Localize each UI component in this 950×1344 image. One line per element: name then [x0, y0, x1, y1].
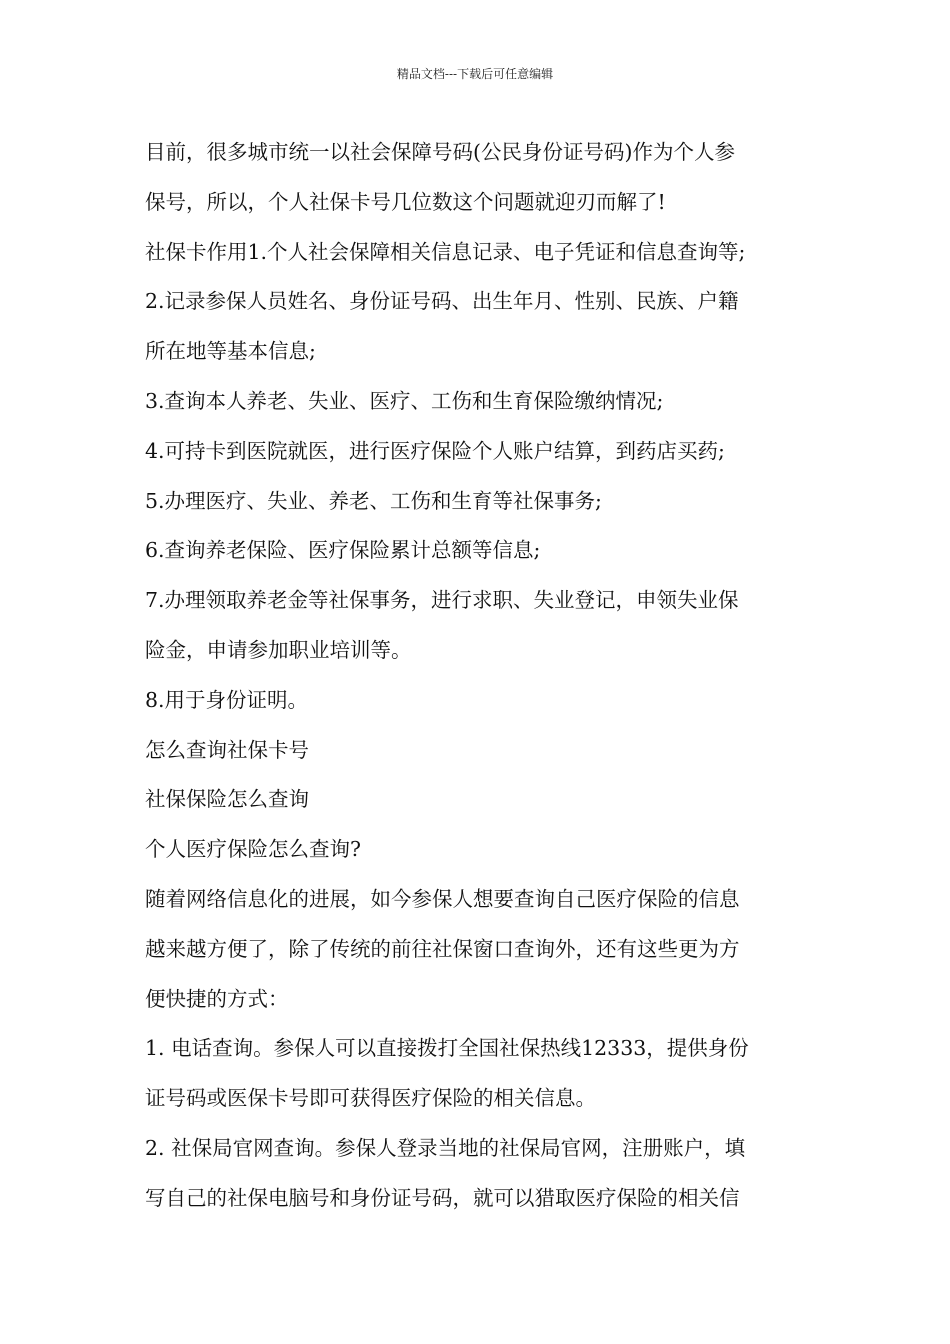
text-line: 6.查询养老保险、医疗保险累计总额等信息;: [145, 538, 541, 563]
section-heading: 怎么查询社保卡号: [145, 737, 309, 762]
page-header: 精品文档---下载后可任意编辑: [396, 67, 554, 81]
text-line: 越来越方便了，除了传统的前往社保窗口查询外，还有这些更为方: [145, 936, 740, 961]
text-line: 7.办理领取养老金等社保事务，进行求职、失业登记，申领失业保: [145, 588, 739, 613]
text-line: 证号码或医保卡号即可获得医疗保险的相关信息。: [145, 1086, 596, 1111]
section-heading: 个人医疗保险怎么查询?: [145, 837, 361, 862]
text-line: 5.办理医疗、失业、养老、工伤和生育等社保事务;: [145, 488, 602, 513]
text-line: 1. 电话查询。参保人可以直接拨打全国社保热线12333，提供身份: [145, 1036, 749, 1061]
text-line: 随着网络信息化的进展，如今参保人想要查询自己医疗保险的信息: [145, 886, 740, 911]
text-line: 2.记录参保人员姓名、身份证号码、出生年月、性别、民族、户籍: [145, 289, 739, 314]
section-heading: 社保保险怎么查询: [145, 787, 309, 812]
text-line: 所在地等基本信息;: [145, 339, 316, 364]
text-line: 3.查询本人养老、失业、医疗、工伤和生育保险缴纳情况;: [145, 388, 664, 413]
text-line: 险金，申请参加职业培训等。: [145, 637, 412, 662]
text-line: 2. 社保局官网查询。参保人登录当地的社保局官网，注册账户，填: [145, 1135, 746, 1160]
text-line: 目前，很多城市统一以社会保障号码(公民身份证号码)作为个人参: [145, 140, 735, 164]
text-line: 保号，所以，个人社保卡号几位数这个问题就迎刃而解了!: [145, 189, 666, 214]
text-line: 4.可持卡到医院就医，进行医疗保险个人账户结算，到药店买药;: [145, 438, 725, 463]
text-line: 写自己的社保电脑号和身份证号码，就可以猎取医疗保险的相关信: [145, 1185, 740, 1210]
text-line: 8.用于身份证明。: [145, 687, 309, 712]
text-line: 便快捷的方式：: [145, 986, 289, 1011]
text-line: 社保卡作用1.个人社会保障相关信息记录、电子凭证和信息查询等;: [145, 239, 746, 264]
document-body: [145, 128, 810, 1224]
